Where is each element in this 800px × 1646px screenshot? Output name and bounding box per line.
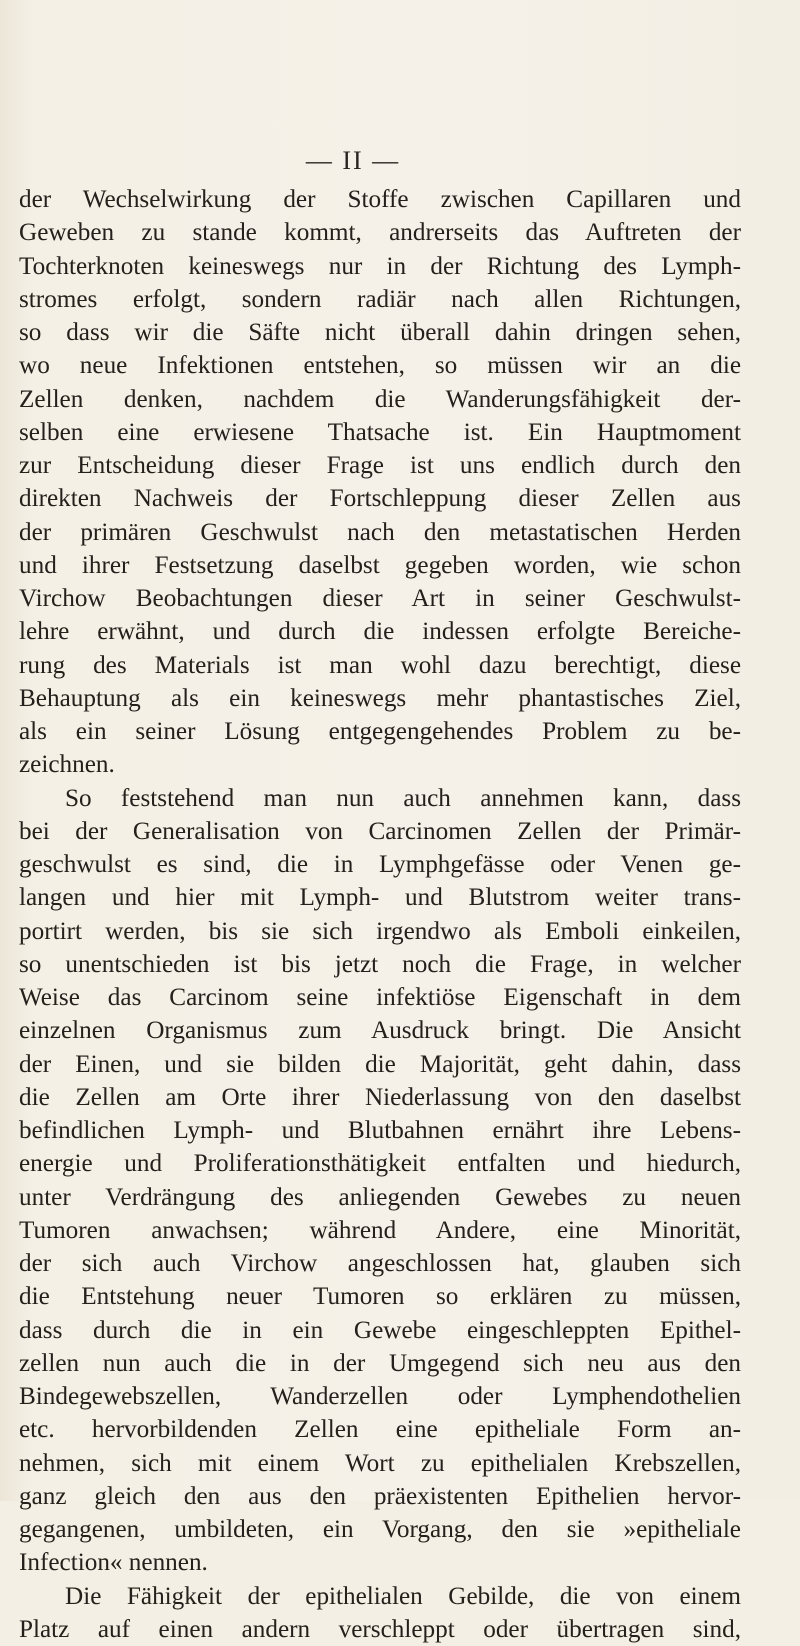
text-line: zellen nun auch die in der Umgegend sich neu aus den xyxy=(19,1349,741,1377)
text-line: die Zellen am Orte ihrer Niederlassung von den daselbst xyxy=(19,1083,741,1111)
text-line: geschwulst es sind, die in Lymphgefässe oder Venen ge- xyxy=(19,851,741,878)
text-line: selben eine erwiesene Thatsache ist. Ein Hauptmoment xyxy=(19,418,741,446)
text-line: so unentschieden ist bis jetzt noch die Frage, in welcher xyxy=(19,950,741,978)
text-line: portirt werden, bis sie sich irgendwo als Emboli einkeilen, xyxy=(19,917,741,945)
text-line: unter Verdrängung des anliegenden Gewebes zu neuen xyxy=(19,1183,741,1211)
text-line: So feststehend man nun auch annehmen kann, dass xyxy=(65,784,741,812)
text-line: einzelnen Organismus zum Ausdruck bringt. Die Ansicht xyxy=(19,1017,741,1045)
text-line: energie und Proliferationsthätigkeit entfalten und hiedurch, xyxy=(19,1150,741,1178)
text-line: Behauptung als ein keineswegs mehr phantastisches Ziel, xyxy=(19,684,741,712)
text-line: Die Fähigkeit der epithelialen Gebilde, die von einem xyxy=(65,1582,741,1610)
page-number: — II — xyxy=(305,146,401,175)
body-text xyxy=(19,183,741,1646)
text-line: zeichnen. xyxy=(19,751,115,779)
text-line: als ein seiner Lösung entgegengehendes Problem zu be- xyxy=(19,718,741,745)
text-line: Virchow Beobachtungen dieser Art in seiner Geschwulst- xyxy=(19,585,741,612)
text-line: nehmen, sich mit einem Wort zu epithelialen Krebszellen, xyxy=(19,1449,741,1477)
text-line: etc. hervorbildenden Zellen eine epitheliale Form an- xyxy=(19,1416,741,1444)
text-line: die Entstehung neuer Tumoren so erklären zu müssen, xyxy=(19,1283,741,1311)
text-line: Infection« nennen. xyxy=(19,1549,208,1577)
text-line: Tumoren anwachsen; während Andere, eine Minorität, xyxy=(19,1216,741,1244)
text-line: ganz gleich den aus den präexistenten Epithelien hervor- xyxy=(19,1482,741,1510)
text-line: Zellen denken, nachdem die Wanderungsfähigkeit der- xyxy=(19,385,741,413)
text-line: zur Entscheidung dieser Frage ist uns endlich durch den xyxy=(19,452,741,479)
text-line: Tochterknoten keineswegs nur in der Richtung des Lymph- xyxy=(19,252,741,280)
text-line: Bindegewebszellen, Wanderzellen oder Lymphendothelien xyxy=(19,1383,741,1410)
text-line: der sich auch Virchow angeschlossen hat, glauben sich xyxy=(19,1250,741,1277)
text-line: wo neue Infektionen entstehen, so müssen wir an die xyxy=(19,352,741,380)
text-line: der primären Geschwulst nach den metastatischen Herden xyxy=(19,518,741,546)
text-line: lehre erwähnt, und durch die indessen erfolgte Bereiche- xyxy=(19,618,741,646)
text-line: befindlichen Lymph- und Blutbahnen ernährt ihre Lebens- xyxy=(19,1117,741,1144)
text-line: stromes erfolgt, sondern radiär nach allen Richtungen, xyxy=(19,285,741,313)
text-line: gegangenen, umbildeten, ein Vorgang, den sie »epitheliale xyxy=(19,1516,741,1543)
text-line: und ihrer Festsetzung daselbst gegeben worden, wie schon xyxy=(19,551,741,579)
text-line: bei der Generalisation von Carcinomen Zellen der Primär- xyxy=(19,817,741,845)
text-line: so dass wir die Säfte nicht überall dahin dringen sehen, xyxy=(19,319,741,346)
text-line: Geweben zu stande kommt, andrerseits das Auftreten der xyxy=(19,219,741,247)
text-line: Platz auf einen andern verschleppt oder übertragen sind, xyxy=(19,1615,741,1643)
text-line: dass durch die in ein Gewebe eingeschleppten Epithel- xyxy=(19,1316,741,1344)
text-line: Weise das Carcinom seine infektiöse Eigenschaft in dem xyxy=(19,984,741,1011)
text-line: rung des Materials ist man wohl dazu berechtigt, diese xyxy=(19,651,741,679)
text-line: langen und hier mit Lymph- und Blutstrom weiter trans- xyxy=(19,884,741,912)
text-line: direkten Nachweis der Fortschleppung dieser Zellen aus xyxy=(19,485,741,513)
text-line: der Wechselwirkung der Stoffe zwischen Capillaren und xyxy=(19,186,741,213)
text-line: der Einen, und sie bilden die Majorität, geht dahin, dass xyxy=(19,1050,741,1078)
